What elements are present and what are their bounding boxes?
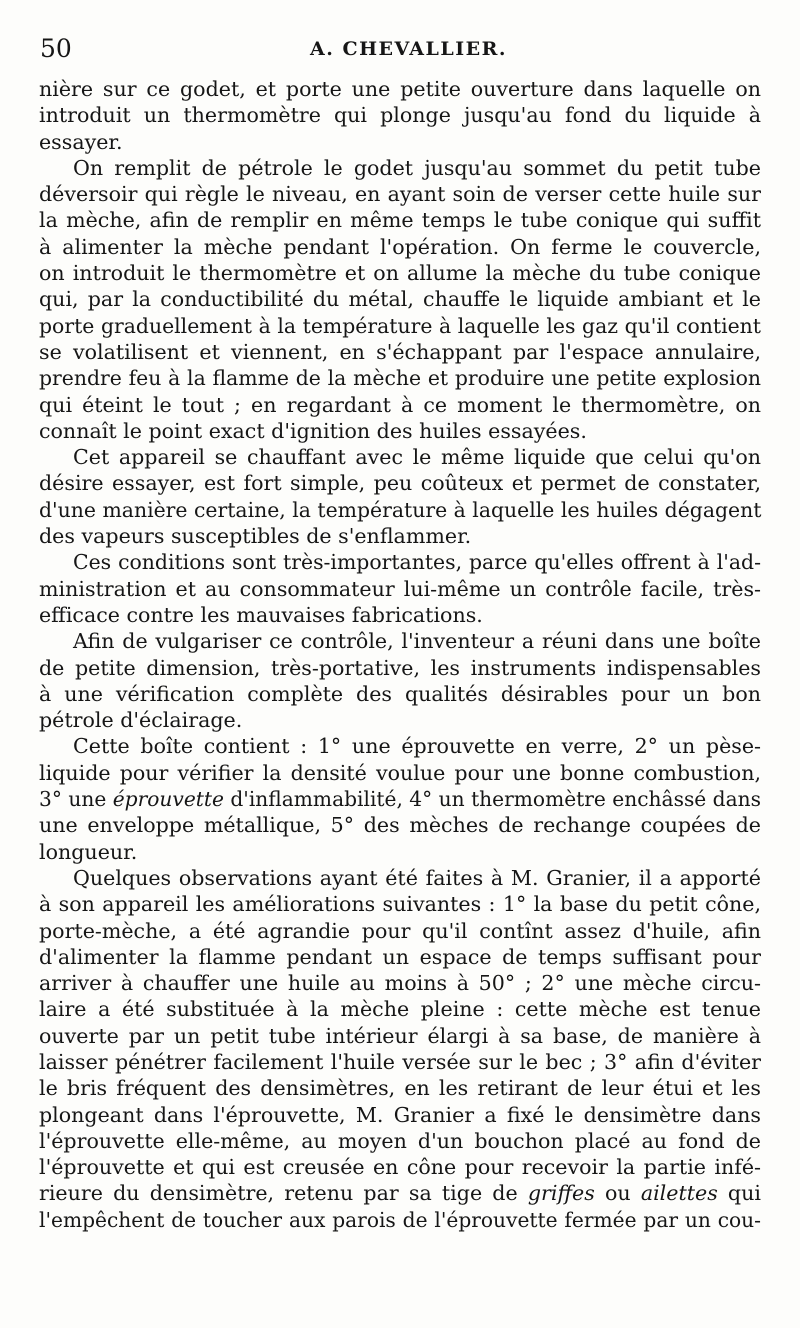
italic-word: ailettes <box>640 1181 718 1206</box>
text-line: ministration et au consommateur lui-même un contrôle facile, très- <box>39 576 761 601</box>
text-line: efficace contre les mauvaises fabrications. <box>39 602 483 627</box>
text-line: déversoir qui règle le niveau, en ayant soin de verser cette huile sur <box>39 182 761 207</box>
text-line: laire a été substituée à la mèche pleine : cette mèche est tenue <box>39 997 761 1022</box>
text-line: on introduit le thermomètre et on allume la mèche du tube conique <box>39 261 761 286</box>
text-line: On remplit de pétrole le godet jusqu'au sommet du petit tube <box>73 155 761 180</box>
text-line: laisser pénétrer facilement l'huile versée sur le bec ; 3° afin d'éviter <box>39 1049 761 1074</box>
text-line: arriver à chauffer une huile au moins à 50° ; 2° une mèche circu- <box>39 971 761 996</box>
text-line: plongeant dans l'éprouvette, M. Granier a fixé le densimètre dans <box>39 1102 761 1127</box>
text-line: pétrole d'éclairage. <box>39 708 243 733</box>
text-line: des vapeurs susceptibles de s'enflammer. <box>39 524 472 549</box>
text-line: l'éprouvette et qui est creusée en cône pour recevoir la partie infé- <box>39 1155 761 1180</box>
text-line: d'une manière certaine, la température à laquelle les huiles dégagent <box>39 497 762 522</box>
text-line: ouverte par un petit tube intérieur élargi à sa base, de manière à <box>39 1023 761 1048</box>
text-line: essayer. <box>39 129 123 154</box>
text-line: à alimenter la mèche pendant l'opération. On ferme le couvercle, <box>39 234 761 259</box>
text-line: nière sur ce godet, et porte une petite ouverture dans laquelle on <box>39 77 761 101</box>
text-line: Quelques observations ayant été faites à M. Granier, il a apporté <box>73 865 761 890</box>
text-run: ou <box>594 1181 641 1206</box>
text-line: se volatilisent et viennent, en s'échappant par l'espace annulaire, <box>39 339 761 364</box>
text-line: porte-mèche, a été agrandie pour qu'il contînt assez d'huile, afin <box>39 918 761 943</box>
text-line: liquide pour vérifier la densité voulue pour une bonne combustion, <box>39 760 761 785</box>
page-number: 50 <box>40 34 72 63</box>
text-run: d'inflammabilité, 4° un thermomètre enchâssé dans <box>223 787 761 812</box>
text-line: prendre feu à la flamme de la mèche et produire une petite explosion <box>39 366 761 391</box>
text-line: à une vérification complète des qualités désirables pour un bon <box>39 681 761 706</box>
page-header <box>40 30 760 66</box>
text-line: Afin de vulgariser ce contrôle, l'inventeur a réuni dans une boîte <box>73 629 761 654</box>
text-line <box>39 1180 761 1206</box>
text-line: à son appareil les améliorations suivantes : 1° la base du petit cône, <box>39 892 761 917</box>
text-line: Ces conditions sont très-importantes, parce qu'elles offrent à l'ad- <box>73 550 761 575</box>
text-line: qui, par la conductibilité du métal, chauffe le liquide ambiant et le <box>39 287 761 312</box>
text-line: le bris fréquent des densimètres, en les retirant de leur étui et les <box>39 1076 761 1101</box>
text-line: Cet appareil se chauffant avec le même liquide que celui qu'on <box>73 445 761 470</box>
text-line <box>39 786 761 812</box>
text-line: d'alimenter la flamme pendant un espace de temps suffisant pour <box>39 944 761 969</box>
body-text <box>39 76 761 1233</box>
text-run: 3° une <box>39 787 113 812</box>
text-run: rieure du densimètre, retenu par sa tige de <box>39 1181 528 1206</box>
text-line: la mèche, afin de remplir en même temps le tube conique qui suffit <box>39 208 761 233</box>
text-line: l'empêchent de toucher aux parois de l'éprouvette fermée par un cou- <box>39 1207 761 1232</box>
text-line: Cette boîte contient : 1° une éprouvette en verre, 2° un pèse- <box>73 734 761 759</box>
text-line: qui éteint le tout ; en regardant à ce moment le thermomètre, on <box>39 392 761 417</box>
text-line: l'éprouvette elle-même, au moyen d'un bouchon placé au fond de <box>39 1128 761 1153</box>
text-line: désire essayer, est fort simple, peu coûteux et permet de constater, <box>39 471 761 496</box>
italic-word: griffes <box>527 1181 595 1206</box>
italic-word: éprouvette <box>112 787 224 812</box>
text-line: connaît le point exact d'ignition des huiles essayées. <box>39 418 587 443</box>
text-line: introduit un thermomètre qui plonge jusqu'au fond du liquide à <box>39 103 761 128</box>
text-line: une enveloppe métallique, 5° des mèches de rechange coupées de <box>39 813 761 838</box>
text-line: porte graduellement à la température à laquelle les gaz qu'il contient <box>39 313 761 338</box>
text-line: longueur. <box>39 839 138 864</box>
running-head: A. CHEVALLIER. <box>310 38 508 60</box>
text-run: qui <box>717 1181 761 1206</box>
text-line: de petite dimension, très-portative, les instruments indispensables <box>39 655 761 680</box>
